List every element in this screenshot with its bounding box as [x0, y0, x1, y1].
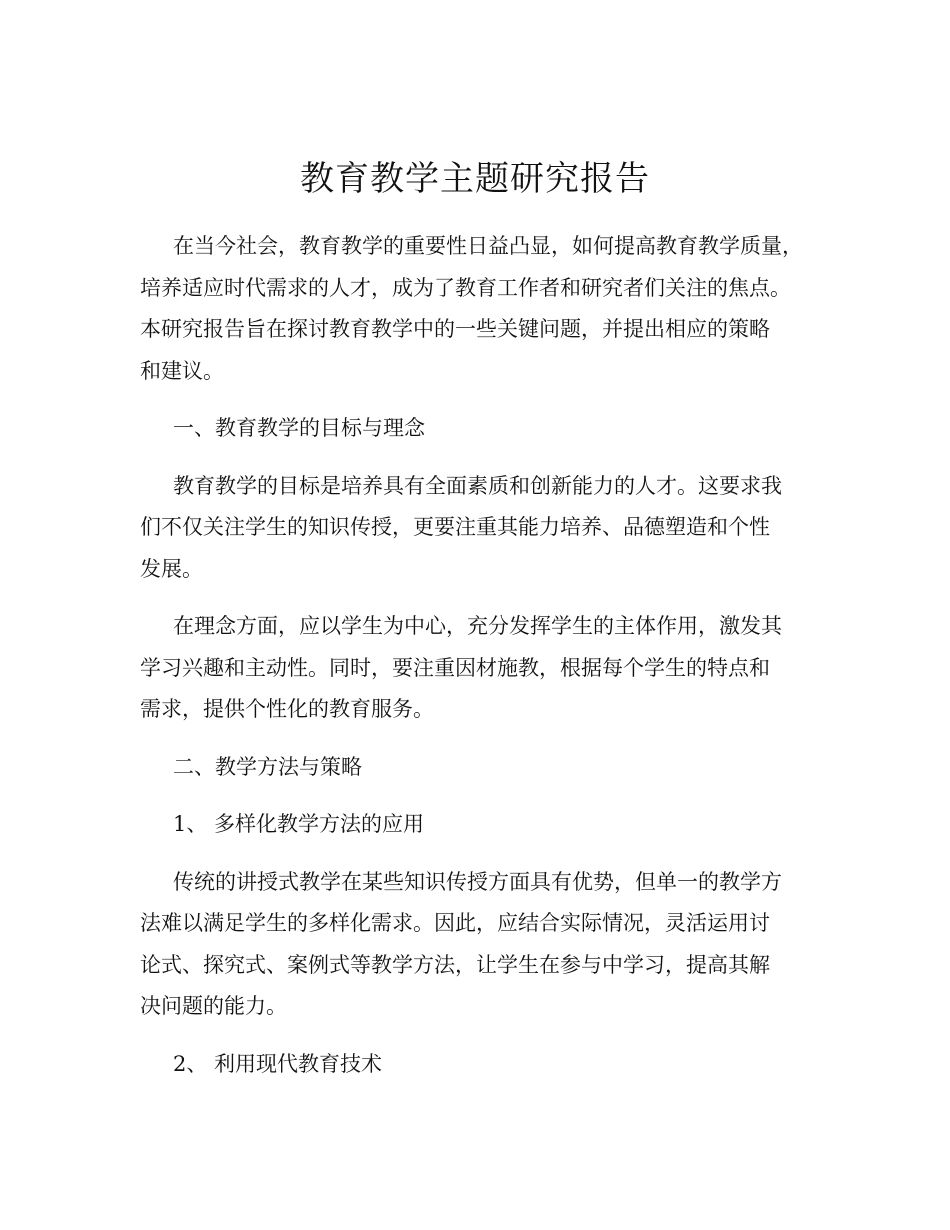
goals-paragraph	[140, 466, 840, 591]
intro-line: 和建议。	[140, 358, 224, 383]
intro-line: 本研究报告旨在探讨教育教学中的一些关键问题，并提出相应的策略	[140, 317, 770, 341]
goals-line: 们不仅关注学生的知识传授，更要注重其能力培养、品德塑造和个性	[140, 515, 770, 539]
philosophy-line: 学习兴趣和主动性。同时，要注重因材施教，根据每个学生的特点和	[140, 655, 770, 680]
philosophy-line: 在理念方面，应以学生为中心，充分发挥学生的主体作用，激发其	[173, 614, 782, 638]
section-heading-methods: 二、教学方法与策略	[173, 754, 362, 779]
diverse-methods-line: 法难以满足学生的多样化需求。因此，应结合实际情况，灵活运用讨	[140, 911, 770, 935]
intro-line: 培养适应时代需求的人才，成为了教育工作者和研究者们关注的焦点。	[140, 275, 791, 300]
philosophy-line: 需求，提供个性化的教育服务。	[140, 697, 434, 721]
goals-line: 教育教学的目标是培养具有全面素质和创新能力的人才。这要求我	[173, 473, 782, 498]
intro-line: 在当今社会，教育教学的重要性日益凸显，如何提高教育教学质量，	[173, 234, 803, 258]
subsection-heading-technology: 2、 利用现代教育技术	[173, 1051, 383, 1076]
diverse-methods-line: 论式、探究式、案例式等教学方法，让学生在参与中学习，提高其解	[140, 952, 770, 977]
document-title: 教育教学主题研究报告	[300, 159, 650, 199]
goals-line: 发展。	[140, 556, 203, 581]
section-heading-goals: 一、教育教学的目标与理念	[173, 416, 425, 440]
intro-paragraph	[140, 226, 840, 392]
diverse-methods-line: 传统的讲授式教学在某些知识传授方面具有优势，但单一的教学方	[173, 869, 782, 894]
diverse-methods-paragraph	[140, 862, 840, 1028]
diverse-methods-line: 决问题的能力。	[140, 994, 287, 1018]
document-body	[140, 226, 840, 1101]
philosophy-paragraph	[140, 606, 840, 731]
subsection-heading-diverse-methods: 1、 多样化教学方法的应用	[173, 812, 425, 836]
